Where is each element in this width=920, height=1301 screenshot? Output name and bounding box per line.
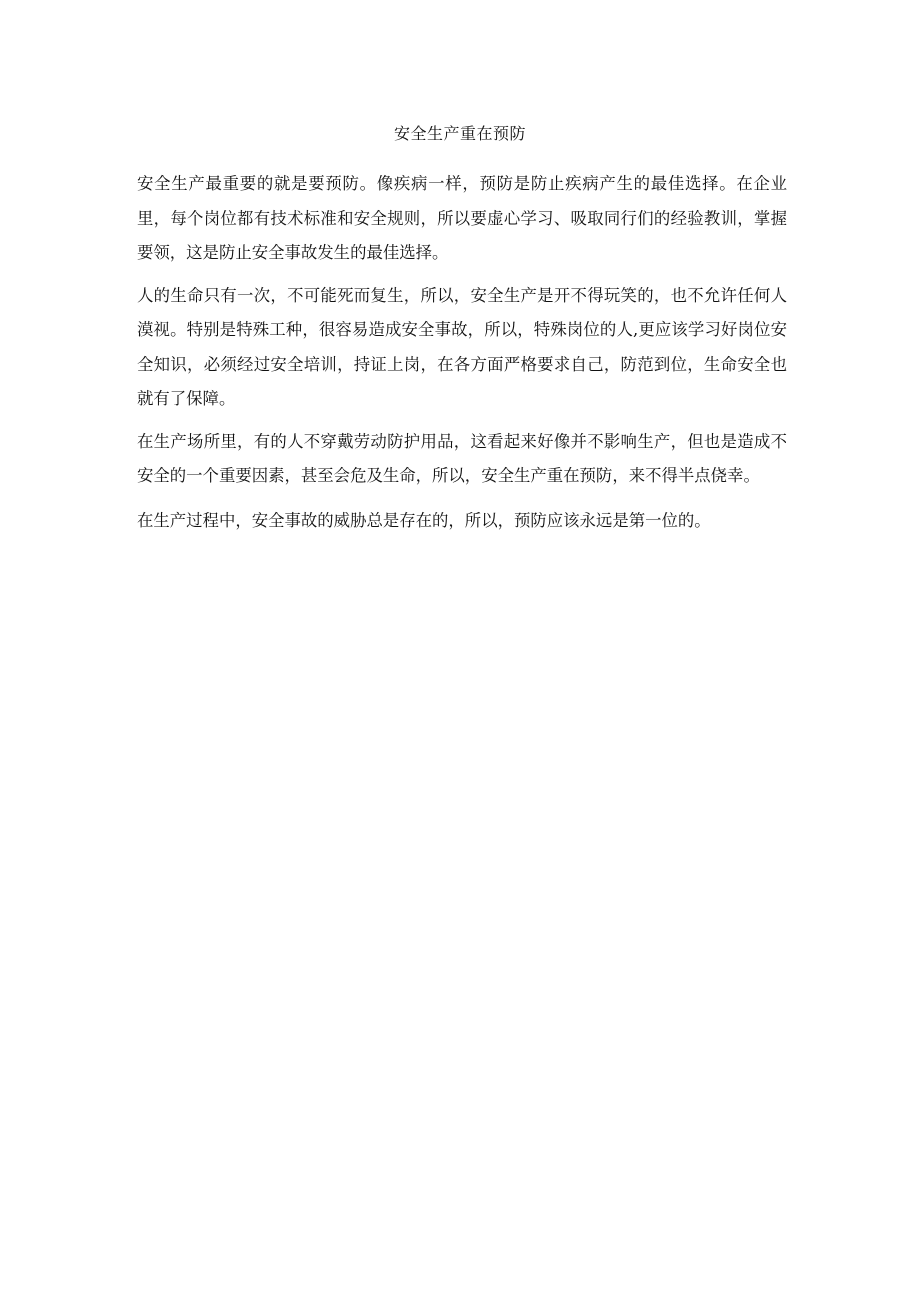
paragraph-4: 在生产过程中，安全事故的威胁总是存在的，所以，预防应该永远是第一位的。 — [137, 510, 711, 530]
paragraph-2: 人的生命只有一次，不可能死而复生，所以，安全生产是开不得玩笑的，也不允许任何人漠视。特别是特殊工种，很容易造成安全事故，所以，特殊岗位的人,更应该学习好岗位安全知识，必须经过安全培训，持证上岗，在各方面严格要求自己，防范到位，生命安全也就有了保障。 — [137, 285, 787, 408]
document-body — [137, 167, 787, 546]
paragraph-3: 在生产场所里，有的人不穿戴劳动防护用品，这看起来好像并不影响生产，但也是造成不安全的一个重要因素，甚至会危及生命，所以，安全生产重在预防，来不得半点侥幸。 — [137, 431, 787, 485]
document-title: 安全生产重在预防 — [393, 124, 526, 143]
paragraph-1: 安全生产最重要的就是要预防。像疾病一样，预防是防止疾病产生的最佳选择。在企业里，每个岗位都有技术标准和安全规则，所以要虚心学习、吸取同行们的经验教训，掌握要领，这是防止安全事故发生的最佳选择。 — [137, 174, 787, 262]
